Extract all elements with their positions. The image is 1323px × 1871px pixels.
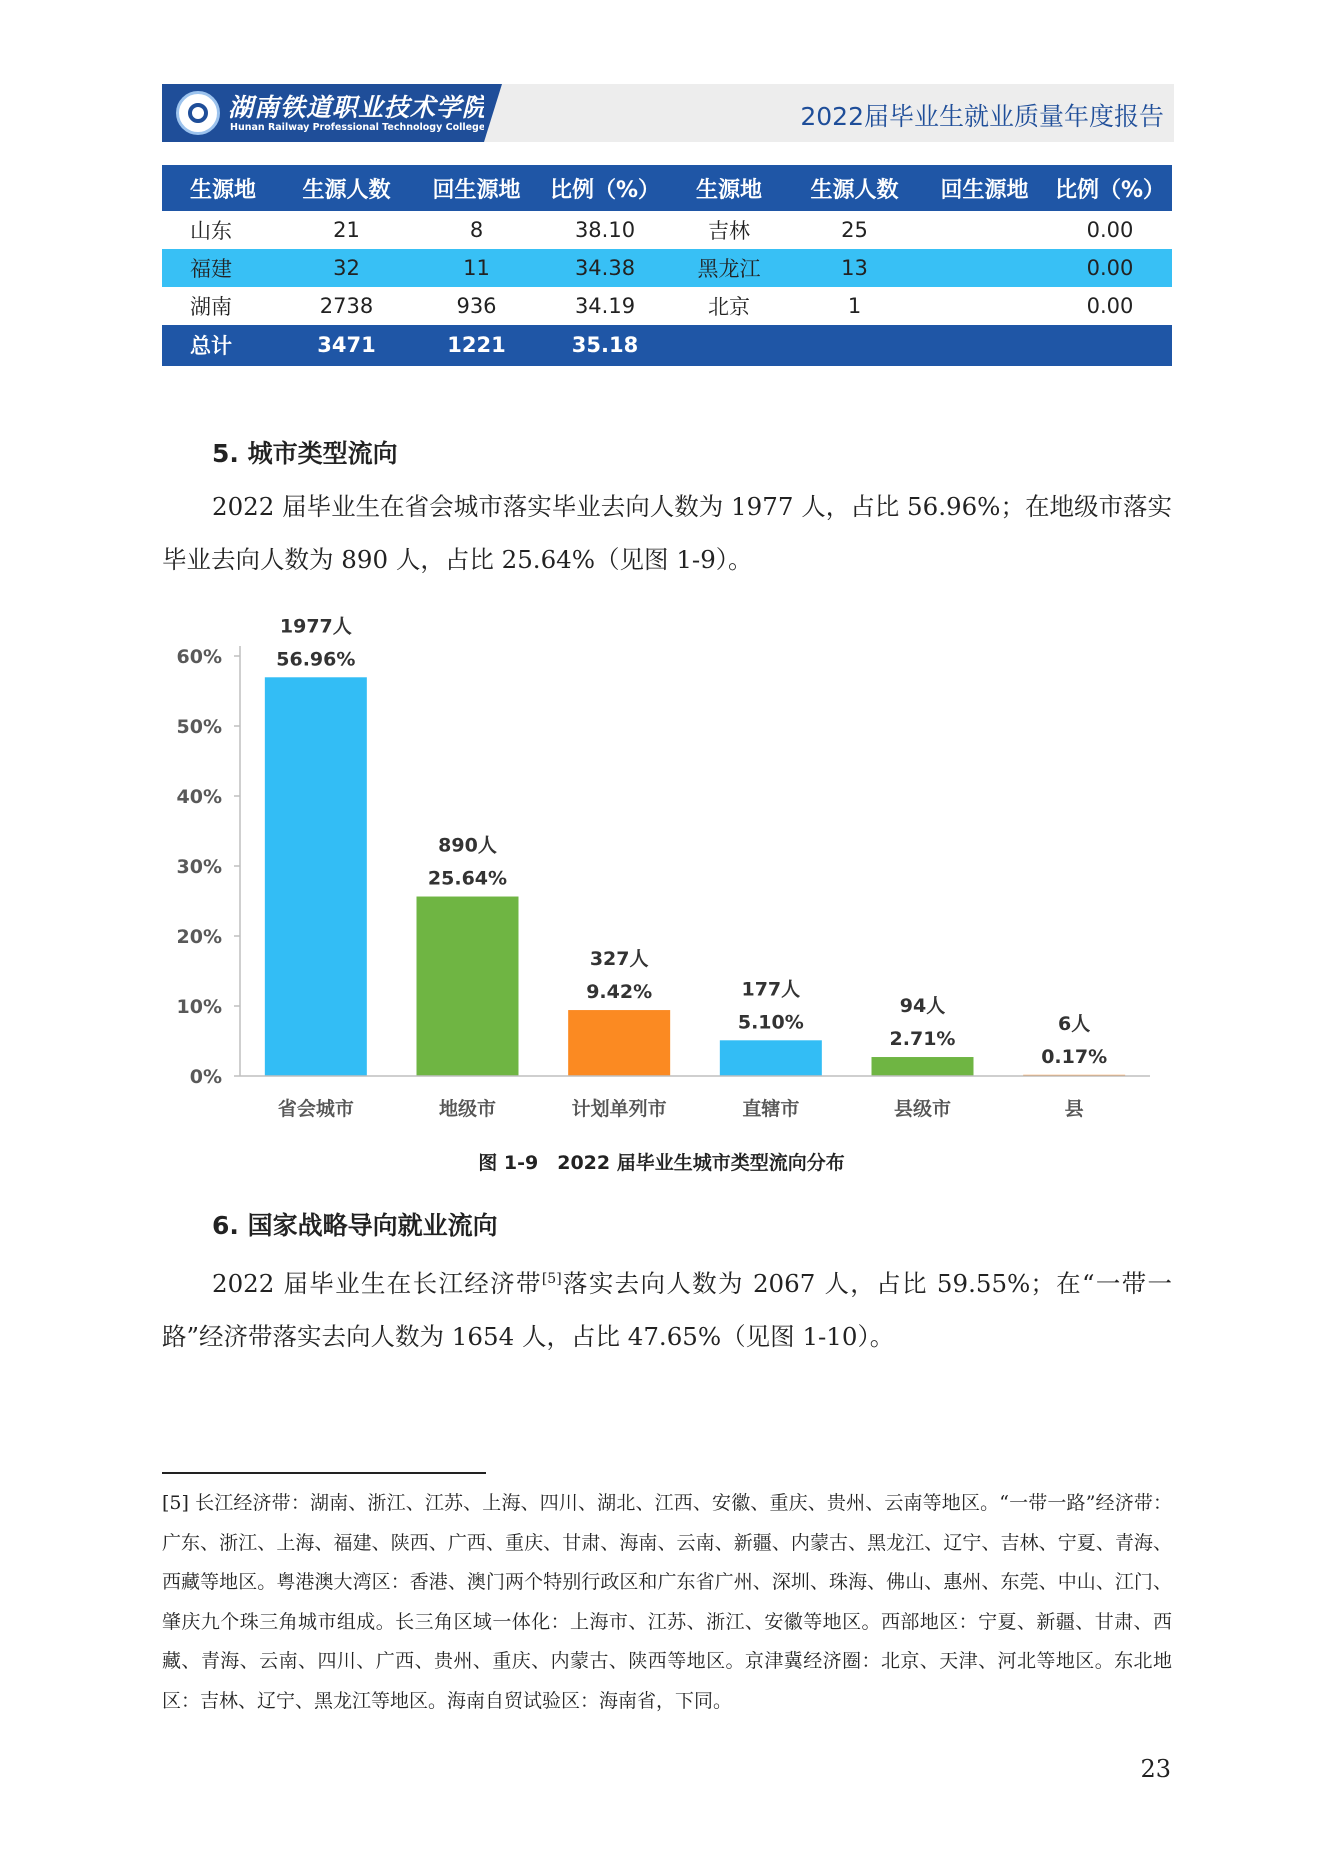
college-name-en: Hunan Railway Professional Technology College — [230, 122, 486, 133]
table-cell — [921, 287, 1048, 325]
table-cell: 13 — [788, 249, 921, 287]
table-cell — [1048, 325, 1172, 365]
section-6-paragraph — [162, 1253, 1172, 1363]
section-5-paragraph: 2022 届毕业生在省会城市落实毕业去向人数为 1977 人，占比 56.96%；在地级市落实毕业去向人数为 890 人，占比 25.64%（见图 1-9）。 — [162, 492, 1172, 574]
value-label: 2.71% — [889, 1028, 956, 1051]
table-cell: 0.00 — [1048, 249, 1172, 287]
footnote-5: [5] 长江经济带：湖南、浙江、江苏、上海、四川、湖北、江西、安徽、重庆、贵州、云南等地区。“一带一路”经济带：广东、浙江、上海、福建、陕西、广西、重庆、甘肃、海南、云南、新疆、内蒙古、黑龙江、辽宁、吉林、宁夏、青海、西藏等地区。粤港澳大湾区：香港、澳门两个特别行政区和广东省广州、深圳、珠海、佛山、惠州、东莞、中山、江门、肇庆九个珠三角城市组成。长三角区域一体化：上海市、江苏、浙江、安徽等地区。西部地区：宁夏、新疆、甘肃、西藏、青海、云南、四川、广西、贵州、重庆、内蒙古、陕西等地区。京津冀经济圈：北京、天津、河北等地区。东北地区：吉林、辽宁、黑龙江等地区。海南自贸试验区：海南省，下同。 — [162, 1492, 1172, 1712]
table-bottom-rule — [162, 364, 1172, 366]
table-header-cell: 生源人数 — [788, 165, 921, 211]
city-type-bar-chart — [160, 600, 1160, 1130]
x-tick-label: 县级市 — [893, 1098, 952, 1120]
y-tick-label: 60% — [176, 646, 222, 668]
page-number: 23 — [1140, 1755, 1171, 1783]
table-header-cell: 比例（%） — [540, 165, 670, 211]
table-cell — [921, 211, 1048, 249]
table-cell: 0.00 — [1086, 294, 1134, 318]
table-cell: 34.19 — [574, 294, 636, 318]
table-header-cell: 回生源地 — [921, 165, 1048, 211]
y-tick-label: 50% — [176, 716, 222, 738]
table-header-cell: 生源地 — [162, 165, 280, 211]
table-cell: 福建 — [162, 249, 280, 287]
y-tick-label: 20% — [176, 926, 222, 948]
bars-group — [265, 677, 1125, 1076]
y-tick-label: 30% — [176, 856, 222, 878]
x-tick-label: 县 — [1064, 1098, 1084, 1120]
y-tick-label: 0% — [189, 1066, 222, 1088]
y-tick-label: 40% — [176, 786, 222, 808]
table-header-cell: 生源地 — [670, 165, 788, 211]
origin-return-table — [162, 165, 1172, 365]
section-6-text-before: 2022 届毕业生在长江经济带 — [212, 1269, 542, 1299]
value-label: 9.42% — [586, 981, 653, 1004]
value-label: 56.96% — [276, 648, 356, 671]
x-tick-label: 地级市 — [438, 1098, 497, 1120]
college-emblem-icon — [176, 91, 220, 135]
report-title: 2022届毕业生就业质量年度报告 — [800, 102, 1164, 131]
value-label: 5.10% — [737, 1011, 804, 1034]
table-cell: 黑龙江 — [670, 249, 788, 287]
bar — [720, 1040, 822, 1076]
bar — [265, 677, 367, 1076]
chart-caption: 图 1-9 2022 届毕业生城市类型流向分布 — [478, 1152, 845, 1174]
bar — [872, 1057, 974, 1076]
table-cell — [921, 249, 1048, 287]
table-cell: 936 — [456, 294, 497, 318]
footnote-divider — [162, 1472, 486, 1474]
table-cell: 1221 — [413, 325, 540, 365]
table-cell: 总计 — [162, 325, 280, 365]
section-6-text-after: 落实去向人数为 2067 人，占比 59.55%；在“一带一路”经济带落实去向人数为 1654 人，占比 47.65%（见图 1-10）。 — [162, 1269, 1173, 1352]
college-logo-band — [162, 84, 489, 142]
section-6-heading: 6. 国家战略导向就业流向 — [212, 1211, 498, 1240]
x-tick-label: 计划单列市 — [571, 1098, 667, 1120]
table-cell: 35.18 — [540, 325, 670, 365]
table-row — [162, 249, 1172, 287]
table-cell — [921, 325, 1048, 365]
table-header-cell: 回生源地 — [413, 165, 540, 211]
value-label: 0.17% — [1041, 1045, 1108, 1068]
count-label: 890人 — [438, 834, 497, 857]
table-header-row — [162, 165, 1172, 211]
bar — [417, 897, 519, 1076]
college-name-cn: 湖南铁道职业技术学院 — [228, 93, 489, 122]
table-cell: 山东 — [190, 219, 232, 243]
count-label: 6人 — [1058, 1012, 1091, 1035]
count-label: 94人 — [899, 995, 946, 1018]
table-row — [162, 287, 1172, 325]
table-cell: 2738 — [319, 294, 374, 318]
table-cell: 湖南 — [190, 295, 232, 319]
section-5-heading: 5. 城市类型流向 — [212, 439, 398, 468]
x-tick-label: 省会城市 — [277, 1098, 354, 1120]
table-cell: 21 — [333, 218, 360, 242]
table-cell: 吉林 — [708, 219, 750, 243]
x-axis — [240, 1076, 1150, 1120]
x-tick-label: 直辖市 — [742, 1098, 800, 1120]
count-label: 177人 — [741, 978, 801, 1001]
count-label: 1977人 — [279, 615, 352, 638]
table-total-row — [162, 325, 1172, 365]
table-cell: 0.00 — [1086, 218, 1134, 242]
table-cell: 8 — [469, 218, 484, 242]
table-cell — [788, 325, 921, 365]
table-header-cell: 生源人数 — [280, 165, 413, 211]
y-axis — [177, 646, 240, 1088]
count-label: 327人 — [589, 948, 649, 971]
data-labels-group — [276, 615, 1107, 1068]
bar — [568, 1010, 670, 1076]
table-cell: 北京 — [708, 295, 750, 319]
table-cell: 11 — [413, 249, 540, 287]
page-header — [162, 84, 1174, 142]
table-cell: 1 — [847, 294, 862, 318]
table-row — [162, 211, 1172, 249]
y-tick-label: 10% — [176, 996, 222, 1018]
table-cell: 38.10 — [574, 218, 636, 242]
table-cell: 3471 — [280, 325, 413, 365]
table-cell: 25 — [841, 218, 868, 242]
table-cell: 32 — [280, 249, 413, 287]
table-cell — [670, 325, 788, 365]
value-label: 25.64% — [427, 867, 508, 890]
footnote-reference[interactable]: [5] — [541, 1271, 562, 1287]
table-cell: 34.38 — [540, 249, 670, 287]
table-header-cell: 比例（%） — [1048, 165, 1172, 211]
